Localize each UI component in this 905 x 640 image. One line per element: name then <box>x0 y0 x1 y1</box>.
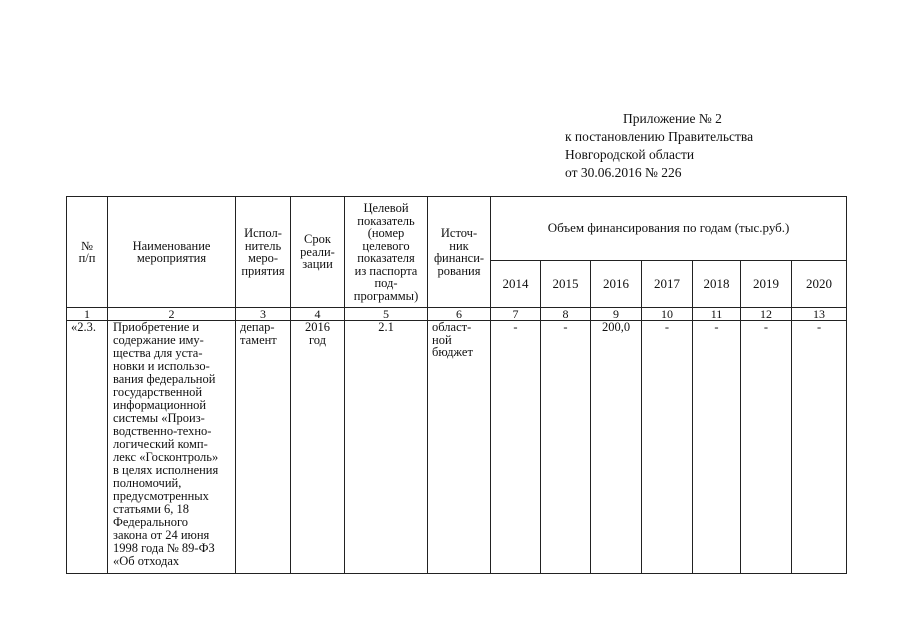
row-num: «2.3. <box>67 321 108 574</box>
column-number: 9 <box>591 308 642 321</box>
row-source: област- ной бюджет <box>428 321 491 574</box>
year-cell: 2017 <box>642 260 693 307</box>
row-executor: депар- тамент <box>236 321 291 574</box>
row-name: Приобретение и содержание иму- щества для уста- новки и использо- вания федеральной государственной информационной системы «Произ- водственно-техно- логический комп- лекс «Госконтроль» в целях исполнения полномочий, предусмотренных статьями 6, 18 Федерального закона от 24 июня 1998 года № 89-ФЗ «Об отходах <box>108 321 236 574</box>
header-row <box>67 197 847 261</box>
table-row <box>67 321 847 574</box>
column-number: 1 <box>67 308 108 321</box>
header-source: Источ- ник финанси- рования <box>428 197 491 308</box>
column-number: 5 <box>345 308 428 321</box>
header-term: Срок реали- зации <box>291 197 345 308</box>
column-number: 3 <box>236 308 291 321</box>
year-cell: 2015 <box>541 260 591 307</box>
attachment-header <box>565 110 825 182</box>
year-cell: 2018 <box>693 260 741 307</box>
header-funding: Объем финансирования по годам (тыс.руб.) <box>491 197 847 261</box>
attachment-line-resolution: к постановлению Правительства <box>565 129 754 144</box>
row-value-2019: - <box>741 321 792 574</box>
column-number: 12 <box>741 308 792 321</box>
header-name: Наименование мероприятия <box>108 197 236 308</box>
column-number: 11 <box>693 308 741 321</box>
column-number: 4 <box>291 308 345 321</box>
funding-table <box>66 196 847 574</box>
column-number: 7 <box>491 308 541 321</box>
attachment-title: Приложение № 2 <box>623 111 722 126</box>
column-number: 8 <box>541 308 591 321</box>
row-term: 2016 год <box>291 321 345 574</box>
column-number-row <box>67 308 847 321</box>
row-value-2018: - <box>693 321 741 574</box>
column-number: 6 <box>428 308 491 321</box>
header-target: Целевой показатель (номер целевого показателя из паспорта под- программы) <box>345 197 428 308</box>
year-cell: 2016 <box>591 260 642 307</box>
row-value-2017: - <box>642 321 693 574</box>
header-executor: Испол- нитель меро- приятия <box>236 197 291 308</box>
row-value-2015: - <box>541 321 591 574</box>
row-value-2016: 200,0 <box>591 321 642 574</box>
column-number: 10 <box>642 308 693 321</box>
header-num: № п/п <box>67 197 108 308</box>
row-value-2020: - <box>792 321 847 574</box>
year-cell: 2020 <box>792 260 847 307</box>
attachment-line-date: от 30.06.2016 № 226 <box>565 165 682 180</box>
row-value-2014: - <box>491 321 541 574</box>
column-number: 13 <box>792 308 847 321</box>
attachment-line-region: Новгородской области <box>565 147 695 162</box>
row-target: 2.1 <box>345 321 428 574</box>
column-number: 2 <box>108 308 236 321</box>
year-cell: 2019 <box>741 260 792 307</box>
year-cell: 2014 <box>491 260 541 307</box>
